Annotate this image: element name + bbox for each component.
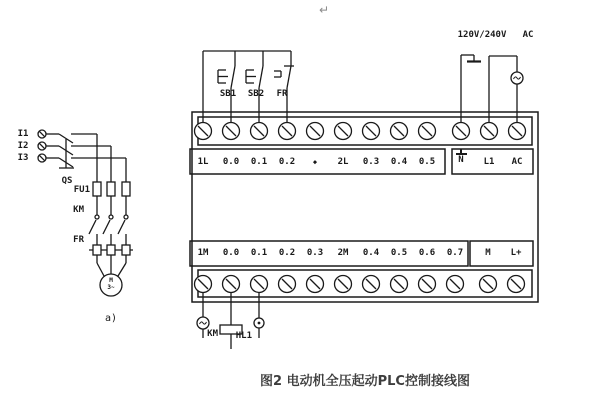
terminal-label: 0.5 [418, 157, 436, 167]
subfigure-label: a) [104, 313, 118, 324]
screw-terminal [391, 123, 408, 140]
hl1-label: HL1 [235, 331, 252, 341]
terminal-label: 0.5 [390, 248, 408, 258]
terminal-label: 0.1 [250, 248, 268, 258]
screw-terminal [195, 123, 212, 140]
screw-terminal [251, 123, 268, 140]
terminal-label: 0.3 [362, 157, 380, 167]
terminal-label-m: M [485, 248, 491, 258]
figure-caption: 图2 电动机全压起动PLC控制接线图 [260, 374, 470, 389]
km-main-contacts [89, 215, 128, 234]
paragraph-mark: ↵ [318, 3, 330, 17]
qs-label: QS [61, 176, 73, 186]
terminal-label: 0.6 [418, 248, 436, 258]
terminal-label: 0.2 [278, 157, 296, 167]
terminal-label: 0.0 [222, 157, 240, 167]
screw-terminal [480, 276, 497, 293]
km-coil-label: KM [207, 329, 218, 339]
screw-terminal [307, 123, 324, 140]
fu1-label: FU1 [73, 185, 90, 195]
phase-terminal-icon [38, 142, 46, 150]
screw-terminal [509, 123, 526, 140]
terminal-label-l1: L1 [483, 157, 495, 167]
fu1-fuses [93, 182, 130, 196]
screw-terminal [335, 123, 352, 140]
terminal-label: 0.1 [250, 157, 268, 167]
ac-label: AC [522, 30, 534, 40]
hl1-lamp-icon [254, 318, 264, 328]
terminal-label: 0.0 [222, 248, 240, 258]
plc-body [190, 112, 538, 302]
screw-terminal [279, 276, 296, 293]
terminal-label-1l: 1L [197, 157, 209, 167]
terminal-label-lplus: L+ [510, 248, 522, 258]
fr-label: FR [73, 235, 84, 245]
phase-terminal-icon [38, 154, 46, 162]
phase-terminal-icon [38, 130, 46, 138]
terminal-label: 0.3 [306, 248, 324, 258]
motor-label: M 3~ [107, 277, 115, 291]
phase-label-i3: I3 [17, 153, 29, 163]
terminal-label-dot: ◆ [312, 158, 318, 166]
screw-terminal [508, 276, 525, 293]
terminal-label: 0.4 [362, 248, 380, 258]
terminal-label: 0.7 [446, 248, 464, 258]
screw-terminal [391, 276, 408, 293]
phase-label-i1: I1 [17, 129, 29, 139]
screw-terminal [419, 123, 436, 140]
screw-terminal [481, 123, 498, 140]
voltage-label: 120V/240V [457, 30, 507, 40]
motor-main-circuit [38, 130, 133, 296]
sb2-label: SB2 [247, 89, 265, 99]
terminal-label-2m: 2M [337, 248, 349, 258]
screw-terminal [279, 123, 296, 140]
terminal-label-1m: 1M [197, 248, 209, 258]
screw-terminal [363, 123, 380, 140]
screw-terminal [453, 123, 470, 140]
screw-terminal [419, 276, 436, 293]
screw-terminal [195, 276, 212, 293]
fr-thermal-elements [89, 245, 133, 255]
sb1-label: SB1 [219, 89, 237, 99]
terminal-label-ac: AC [511, 157, 523, 167]
terminal-label: 0.2 [278, 248, 296, 258]
ac-source-icon [511, 72, 523, 84]
screw-terminal [447, 276, 464, 293]
screw-terminal [335, 276, 352, 293]
fr-contact-label: FR [276, 89, 288, 99]
terminal-label: 0.4 [390, 157, 408, 167]
terminal-label-n: N [447, 149, 475, 173]
screw-terminal [223, 276, 240, 293]
screw-terminal [223, 123, 240, 140]
screw-terminal [307, 276, 324, 293]
phase-label-i2: I2 [17, 141, 29, 151]
screw-terminal [363, 276, 380, 293]
bottom-terminal-screws [195, 276, 525, 293]
terminal-label-2l: 2L [337, 157, 349, 167]
screw-terminal [251, 276, 268, 293]
km-label: KM [73, 205, 84, 215]
qs-switch [46, 134, 74, 168]
top-terminal-screws [195, 123, 526, 140]
